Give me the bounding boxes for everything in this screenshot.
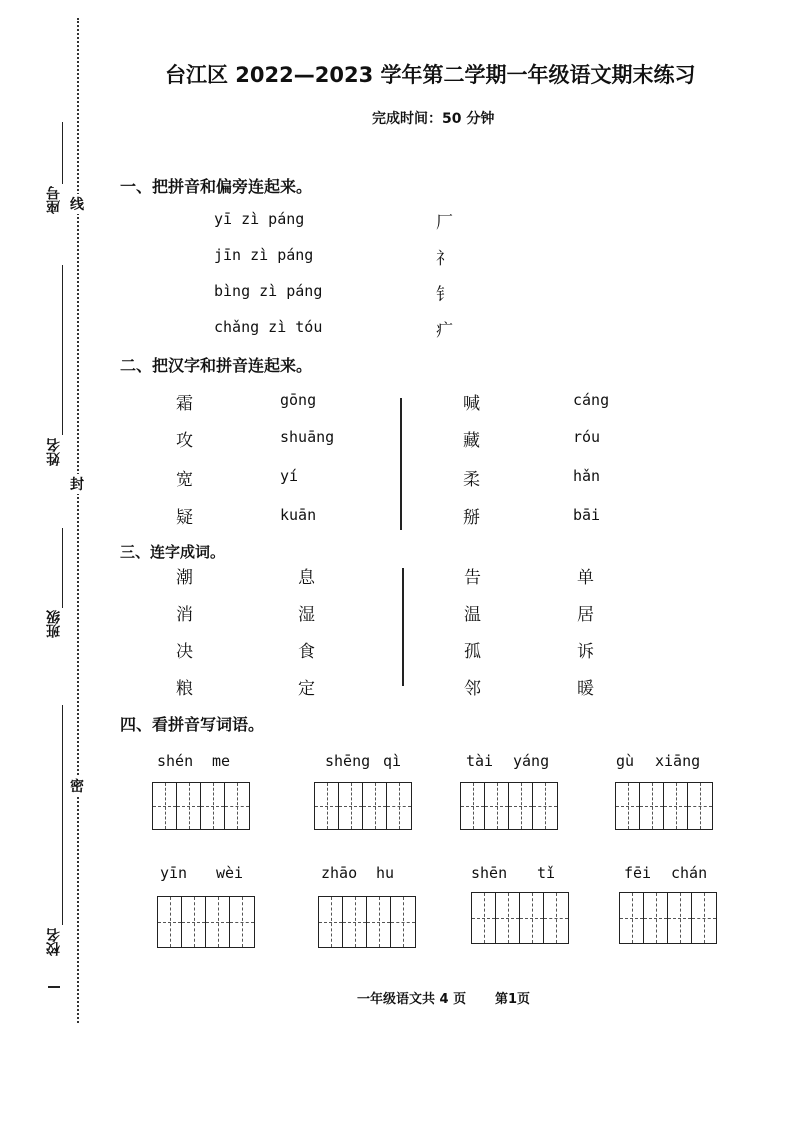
section2-left-pinyin-4: kuān bbox=[280, 506, 317, 524]
class-underline[interactable] bbox=[62, 528, 63, 608]
page-title: 台江区 2022—2023 学年第二学期一年级语文期末练习 bbox=[165, 63, 696, 87]
section3-col2-1: 息 bbox=[298, 568, 315, 588]
section3-col2-2: 湿 bbox=[298, 605, 315, 625]
section1-radical-3: 钅 bbox=[436, 285, 453, 305]
section3-col4-3: 诉 bbox=[577, 642, 594, 662]
section2-left-pinyin-1: gōng bbox=[280, 391, 317, 409]
word7-pinyin-b: tǐ bbox=[537, 864, 556, 882]
section2-right-pinyin-4: bāi bbox=[573, 506, 601, 524]
school-underline[interactable] bbox=[62, 705, 63, 925]
word6-pinyin-a: zhāo bbox=[321, 864, 358, 882]
name-underline[interactable] bbox=[62, 265, 63, 435]
section2-right-char-4: 掰 bbox=[463, 508, 480, 528]
section3-col1-1: 潮 bbox=[176, 568, 193, 588]
word1-writing-grid[interactable] bbox=[152, 782, 250, 830]
section3-col2-4: 定 bbox=[298, 679, 315, 699]
binding-mark-seal: 封 bbox=[70, 474, 84, 494]
section2-right-char-1: 喊 bbox=[463, 394, 480, 414]
section3-col3-3: 孤 bbox=[464, 642, 481, 662]
word3-pinyin-b: yáng bbox=[513, 752, 550, 770]
word3-writing-grid[interactable] bbox=[460, 782, 558, 830]
word2-pinyin-b: qì bbox=[383, 752, 402, 770]
word8-writing-grid[interactable] bbox=[619, 892, 717, 944]
section2-left-pinyin-2: shuāng bbox=[280, 428, 335, 446]
section3-col1-3: 决 bbox=[176, 642, 193, 662]
section2-left-char-4: 疑 bbox=[176, 508, 193, 528]
word2-writing-grid[interactable] bbox=[314, 782, 412, 830]
section3-col3-2: 温 bbox=[464, 605, 481, 625]
section2-right-char-3: 柔 bbox=[463, 470, 480, 490]
word4-pinyin-b: xiāng bbox=[655, 752, 701, 770]
word4-pinyin-a: gù bbox=[616, 752, 635, 770]
section4-heading: 四、看拼音写词语。 bbox=[120, 715, 265, 734]
section3-col2-3: 食 bbox=[298, 642, 315, 662]
section3-col1-2: 消 bbox=[176, 605, 193, 625]
word8-pinyin-b: chán bbox=[671, 864, 708, 882]
seat-number-underline[interactable] bbox=[62, 122, 63, 184]
word7-pinyin-a: shēn bbox=[471, 864, 508, 882]
word1-pinyin-a: shén bbox=[157, 752, 194, 770]
section2-heading: 二、把汉字和拼音连起来。 bbox=[120, 356, 313, 375]
section3-col4-4: 暖 bbox=[577, 679, 594, 699]
section1-pinyin-4: chǎng zì tóu bbox=[214, 318, 323, 336]
word5-writing-grid[interactable] bbox=[157, 896, 255, 948]
section3-divider bbox=[402, 568, 404, 686]
section3-col3-4: 邻 bbox=[464, 679, 481, 699]
section2-left-char-2: 攻 bbox=[176, 431, 193, 451]
section1-pinyin-3: bìng zì páng bbox=[214, 282, 323, 300]
section3-col1-4: 粮 bbox=[176, 679, 193, 699]
binding-mark-line: 线 bbox=[70, 194, 84, 214]
binding-dotted-line bbox=[77, 18, 79, 1023]
section3-heading: 三、连字成词。 bbox=[120, 543, 226, 561]
section2-right-pinyin-2: róu bbox=[573, 428, 601, 446]
word6-writing-grid[interactable] bbox=[318, 896, 416, 948]
section3-col4-1: 单 bbox=[577, 568, 594, 588]
section1-radical-4: 疒 bbox=[436, 321, 453, 341]
section2-left-char-1: 霜 bbox=[176, 394, 193, 414]
section2-right-char-2: 藏 bbox=[463, 431, 480, 451]
section3-col4-2: 居 bbox=[577, 605, 594, 625]
word7-writing-grid[interactable] bbox=[471, 892, 569, 944]
section2-right-pinyin-1: cáng bbox=[573, 391, 610, 409]
word1-pinyin-b: me bbox=[212, 752, 231, 770]
seat-number-label: 座号 bbox=[46, 186, 62, 214]
section2-left-char-3: 宽 bbox=[176, 470, 193, 490]
school-label: 校名 bbox=[46, 928, 62, 956]
word8-pinyin-a: fēi bbox=[624, 864, 652, 882]
name-label: 姓名 bbox=[46, 438, 62, 466]
section1-heading: 一、把拼音和偏旁连起来。 bbox=[120, 177, 313, 196]
section1-pinyin-1: yī zì páng bbox=[214, 210, 305, 228]
section1-radical-2: 礻 bbox=[436, 249, 453, 269]
word3-pinyin-a: tài bbox=[466, 752, 494, 770]
section2-left-pinyin-3: yí bbox=[280, 467, 299, 485]
section1-radical-1: 厂 bbox=[436, 213, 453, 233]
margin-tick bbox=[48, 986, 60, 988]
section3-col3-1: 告 bbox=[464, 568, 481, 588]
word6-pinyin-b: hu bbox=[376, 864, 395, 882]
word5-pinyin-a: yīn bbox=[160, 864, 188, 882]
footer-page-number: 第1页 bbox=[495, 992, 531, 1007]
word2-pinyin-a: shēng bbox=[325, 752, 371, 770]
section1-pinyin-2: jīn zì páng bbox=[214, 246, 314, 264]
time-note: 完成时间：50 分钟 bbox=[372, 111, 495, 127]
word5-pinyin-b: wèi bbox=[216, 864, 244, 882]
section2-divider bbox=[400, 398, 402, 530]
class-label: 班级 bbox=[46, 610, 62, 638]
section2-right-pinyin-3: hǎn bbox=[573, 467, 601, 485]
binding-mark-secret: 密 bbox=[70, 776, 84, 796]
footer-total-pages: 一年级语文共 4 页 bbox=[357, 992, 467, 1007]
word4-writing-grid[interactable] bbox=[615, 782, 713, 830]
